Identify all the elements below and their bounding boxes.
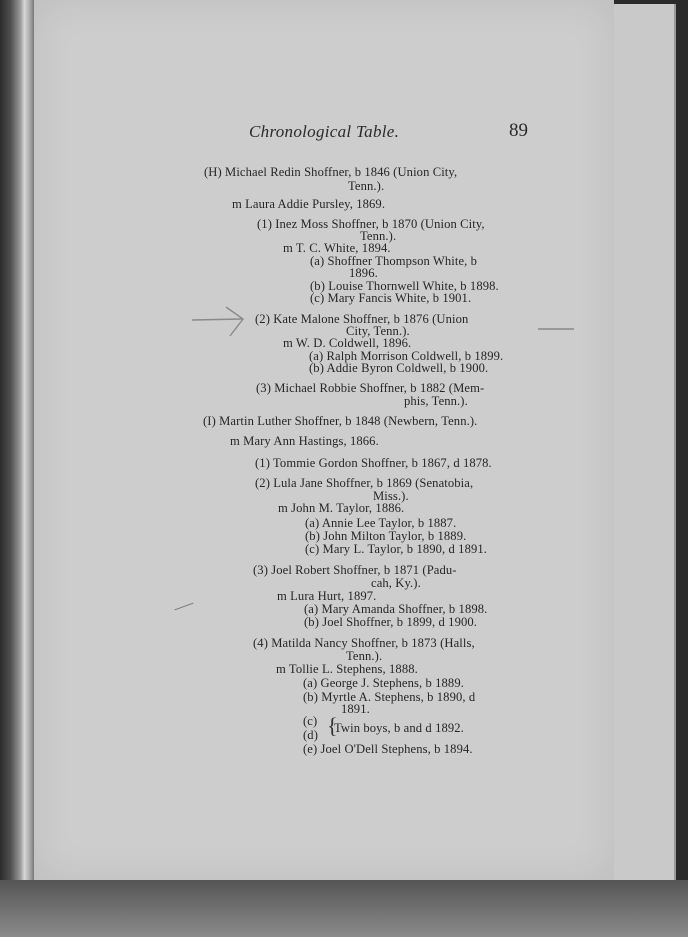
entry-line: (1) Inez Moss Shoffner, b 1870 (Union City,	[257, 217, 485, 231]
entry-line: Tenn.).	[360, 229, 397, 243]
entry-line: 1891.	[341, 702, 370, 716]
book-binding	[10, 0, 34, 880]
entry-line: m T. C. White, 1894.	[283, 241, 391, 255]
entry-line: (c)	[303, 714, 318, 728]
pencil-arrow-icon	[190, 303, 246, 339]
entry-line: (3) Michael Robbie Shoffner, b 1882 (Mem-	[256, 381, 485, 395]
entry-line: (3) Joel Robert Shoffner, b 1871 (Padu-	[253, 563, 457, 577]
entry-line: (2) Kate Malone Shoffner, b 1876 (Union	[255, 312, 469, 326]
entry-line: (4) Matilda Nancy Shoffner, b 1873 (Halls,	[253, 636, 475, 650]
entry-line: m W. D. Coldwell, 1896.	[283, 336, 412, 350]
entry-line: (b) Addie Byron Coldwell, b 1900.	[309, 361, 489, 375]
entry-line: Twin boys, b and d 1892.	[334, 721, 464, 735]
entry-line: (b) Joel Shoffner, b 1899, d 1900.	[304, 615, 478, 629]
entry-line: (2) Lula Jane Shoffner, b 1869 (Senatobia,	[255, 476, 474, 490]
entry-line: phis, Tenn.).	[404, 394, 468, 408]
entry-line: (1) Tommie Gordon Shoffner, b 1867, d 1878.	[255, 456, 492, 470]
entry-line: (b) John Milton Taylor, b 1889.	[305, 529, 467, 543]
entry-line: m Mary Ann Hastings, 1866.	[230, 434, 379, 448]
entry-line: Miss.).	[373, 489, 409, 503]
entry-line: (H) Michael Redin Shoffner, b 1846 (Union City,	[204, 165, 458, 179]
entry-line: (c) Mary L. Taylor, b 1890, d 1891.	[305, 542, 488, 556]
entry-line: (c) Mary Fancis White, b 1901.	[310, 291, 472, 305]
page-number: 89	[509, 120, 528, 141]
entry-line: m Tollie L. Stephens, 1888.	[276, 662, 418, 676]
entry-line: Tenn.).	[346, 649, 383, 663]
entry-line: (a) George J. Stephens, b 1889.	[303, 676, 464, 690]
entry-line: (b) Louise Thornwell White, b 1898.	[310, 279, 499, 293]
entry-line: City, Tenn.).	[346, 324, 410, 338]
entry-line: (a) Ralph Morrison Coldwell, b 1899.	[309, 349, 504, 363]
entry-line: cah, Ky.).	[371, 576, 421, 590]
entry-line: (d)	[303, 728, 318, 742]
entry-line: (b) Myrtle A. Stephens, b 1890, d	[303, 690, 476, 704]
running-head: Chronological Table.	[249, 122, 400, 141]
entry-line: 1896.	[349, 266, 378, 280]
entry-line: m Lura Hurt, 1897.	[277, 589, 377, 603]
entry-line: Tenn.).	[348, 179, 385, 193]
entry-line: (e) Joel O'Dell Stephens, b 1894.	[303, 742, 473, 756]
entry-line: m Laura Addie Pursley, 1869.	[232, 197, 386, 211]
entry-line: (a) Shoffner Thompson White, b	[310, 254, 478, 268]
pencil-mark	[538, 328, 574, 330]
entry-line: (I) Martin Luther Shoffner, b 1848 (Newbern, Tenn.).	[203, 414, 478, 428]
scanner-edge	[0, 880, 688, 937]
entry-line: (a) Annie Lee Taylor, b 1887.	[305, 516, 457, 530]
entry-line: (a) Mary Amanda Shoffner, b 1898.	[304, 602, 488, 616]
curly-brace-icon: {	[327, 713, 338, 738]
entry-line: m John M. Taylor, 1886.	[278, 501, 405, 515]
